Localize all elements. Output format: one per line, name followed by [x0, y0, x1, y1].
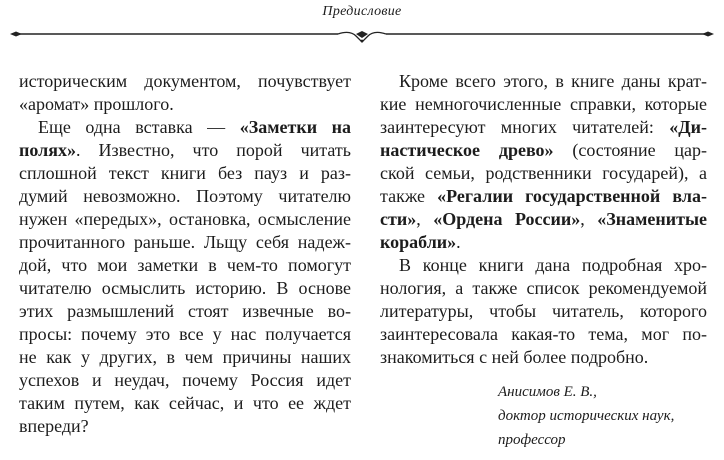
left-column	[19, 70, 351, 438]
text-run: сплошной текст книги без пауз и раз-	[19, 163, 351, 183]
text-line	[19, 346, 351, 369]
ornament-rule	[8, 31, 716, 43]
bold-text: полях»	[19, 140, 76, 160]
page-header	[0, 0, 724, 48]
text-run: . Известно, что порой читать	[75, 140, 351, 160]
text-run: В конце книги дана подробная хро-	[399, 255, 707, 275]
text-line	[19, 254, 351, 277]
text-run: .	[456, 232, 461, 252]
text-run: успехов и неудач, почему Россия идет	[19, 370, 351, 390]
text-line	[380, 231, 707, 254]
text-run: заинтересуют многих читателей:	[380, 117, 670, 137]
text-run: ,	[416, 209, 434, 229]
text-run: нужен «передых», остановка, осмысление	[19, 209, 351, 229]
text-run: просы: почему это все у нас получается	[19, 324, 351, 344]
text-run: дой, что мои заметки в чем-то помогут	[19, 255, 351, 275]
text-line	[19, 185, 351, 208]
bold-text: сти»	[380, 209, 417, 229]
bold-text: корабли»	[380, 232, 457, 252]
text-run: литературы, чтобы читатель, которого	[380, 301, 707, 321]
text-run: ,	[580, 209, 598, 229]
text-line	[19, 139, 351, 162]
text-line	[19, 116, 351, 139]
text-line	[19, 369, 351, 392]
text-line	[380, 70, 707, 93]
author-degree: доктор исторических наук,	[498, 408, 675, 424]
text-run: (состояние цар-	[553, 140, 707, 160]
running-head-title: Предисловие	[322, 4, 402, 19]
text-run: заинтересовала какая-то тема, мог по-	[380, 324, 707, 344]
text-line	[380, 323, 707, 346]
text-run: также	[380, 186, 438, 206]
author-title: профессор	[498, 432, 566, 448]
text-line	[19, 300, 351, 323]
text-line	[19, 415, 351, 438]
text-run: знакомиться с ней более подробно.	[380, 347, 649, 367]
bold-text: «Ордена России»	[433, 209, 581, 229]
text-run: таким путем, как сейчас, и что ее ждет	[19, 393, 351, 413]
text-run: впереди?	[19, 416, 89, 436]
text-run: нология, а также список рекомендуемой	[380, 278, 707, 298]
text-line	[380, 139, 707, 162]
text-run: ской семьи, родственники государей), а	[380, 163, 707, 183]
text-run: кие немногочисленные справки, которые	[380, 94, 707, 114]
text-line	[380, 208, 707, 231]
bold-text: настическое древо»	[380, 140, 554, 160]
text-run: «аромат» прошлого.	[19, 94, 174, 114]
text-line	[380, 254, 707, 277]
text-run: не как у других, в чем причины наших	[19, 347, 351, 367]
text-line	[19, 93, 351, 116]
text-line	[19, 231, 351, 254]
text-line	[19, 323, 351, 346]
text-line	[19, 162, 351, 185]
text-line	[380, 162, 707, 185]
right-column	[380, 70, 707, 369]
text-line	[380, 346, 707, 369]
text-line	[19, 208, 351, 231]
text-line	[380, 185, 707, 208]
signature-block	[498, 380, 674, 452]
text-run: этих размышлений стоят извечные во-	[19, 301, 351, 321]
text-line	[380, 300, 707, 323]
text-run: думий невозможно. Поэтому читателю	[19, 186, 351, 206]
text-run: прочитанного раньше. Льщу себя надеж-	[19, 232, 351, 252]
author-name: Анисимов Е. В.,	[498, 384, 597, 400]
text-line	[380, 277, 707, 300]
text-line	[19, 70, 351, 93]
text-line	[380, 93, 707, 116]
bold-text: «Регалии государственной вла-	[437, 186, 707, 206]
text-line	[380, 116, 707, 139]
text-run: Еще одна вставка —	[38, 117, 240, 137]
bold-text: «Заметки на	[239, 117, 351, 137]
bold-text: «Знаменитые	[597, 209, 708, 229]
text-line	[19, 392, 351, 415]
text-line	[19, 277, 351, 300]
text-run: историческим документом, почувствует	[19, 71, 351, 91]
text-run: Кроме всего этого, в книге даны крат-	[399, 71, 707, 91]
text-run: читателю осмыслить историю. В основе	[19, 278, 351, 298]
bold-text: «Ди-	[669, 117, 707, 137]
